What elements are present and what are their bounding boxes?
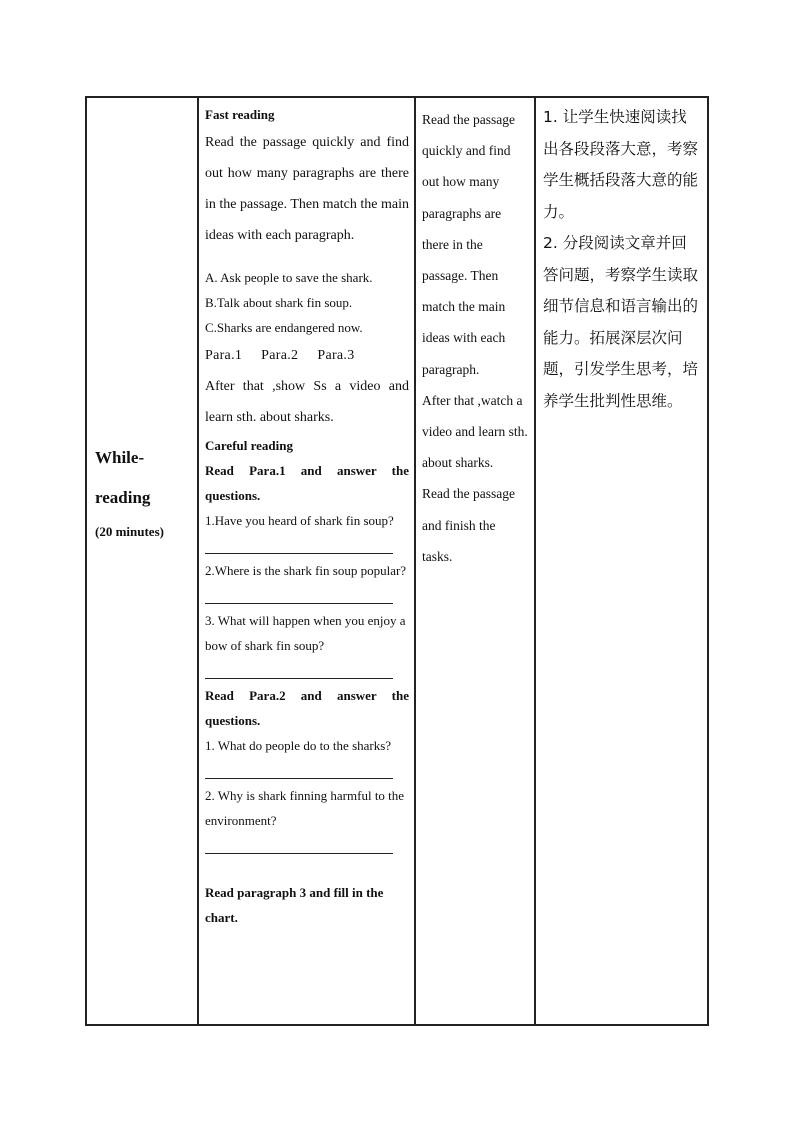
student-activity-part3: Read the passage and finish the tasks. [422, 486, 515, 564]
lesson-plan-table [85, 96, 709, 1026]
question-item: 1. What do people do to the sharks? [205, 738, 392, 753]
para3-task: Read paragraph 3 and fill in the chart. [205, 885, 384, 925]
fast-reading-heading: Fast reading [205, 107, 275, 122]
teacher-activity-cell [198, 97, 415, 1025]
para1-task: Read Para.1 and answer the questions. [205, 463, 409, 503]
question-item: 3. What will happen when you enjoy a bow of shark fin soup? [205, 613, 406, 653]
answer-line [205, 533, 393, 554]
paragraph-labels: Para.1 Para.2 Para.3 [205, 348, 355, 363]
careful-reading-heading: Careful reading [205, 438, 293, 453]
question-item: 2.Where is the shark fin soup popular? [205, 563, 407, 578]
student-activity-part2: After that ,watch a video and learn sth. about sharks. [422, 392, 528, 471]
answer-line [205, 833, 393, 854]
student-activity-part1: Read the passage quickly and find out how many paragraphs are there in the passage. Then match the main ideas with each paragraph. [422, 112, 515, 377]
stage-title: While- reading [95, 448, 151, 507]
table-row [86, 97, 708, 1025]
answer-line [205, 758, 393, 779]
main-idea-option: B.Talk about shark fin soup. [205, 295, 353, 310]
question-item: 1.Have you heard of shark fin soup? [205, 513, 394, 528]
video-instruction: After that ,show Ss a video and learn sth. about sharks. [205, 379, 409, 425]
fast-reading-instruction: Read the passage quickly and find out how many paragraphs are there in the passage. Then match the main ideas with each paragraph. [205, 135, 409, 243]
stage-cell [86, 97, 198, 1025]
answer-line [205, 658, 393, 679]
purpose-item-2: 2. 分段阅读文章并回答问题，考察学生读取细节信息和语言输出的能力。拓展深层次问题，引发学生思考，培养学生批判性思维。 [543, 234, 699, 410]
purpose-item-1: 1. 让学生快速阅读找出各段段落大意，考察学生概括段落大意的能力。 [543, 108, 699, 221]
student-activity-cell [415, 97, 535, 1025]
question-item: 2. Why is shark finning harmful to the environment? [205, 788, 405, 828]
main-idea-option: A. Ask people to save the shark. [205, 270, 373, 285]
stage-time: (20 minutes) [95, 524, 164, 539]
purpose-cell [535, 97, 708, 1025]
main-idea-option: C.Sharks are endangered now. [205, 320, 363, 335]
answer-line [205, 583, 393, 604]
para2-task: Read Para.2 and answer the questions. [205, 688, 409, 728]
